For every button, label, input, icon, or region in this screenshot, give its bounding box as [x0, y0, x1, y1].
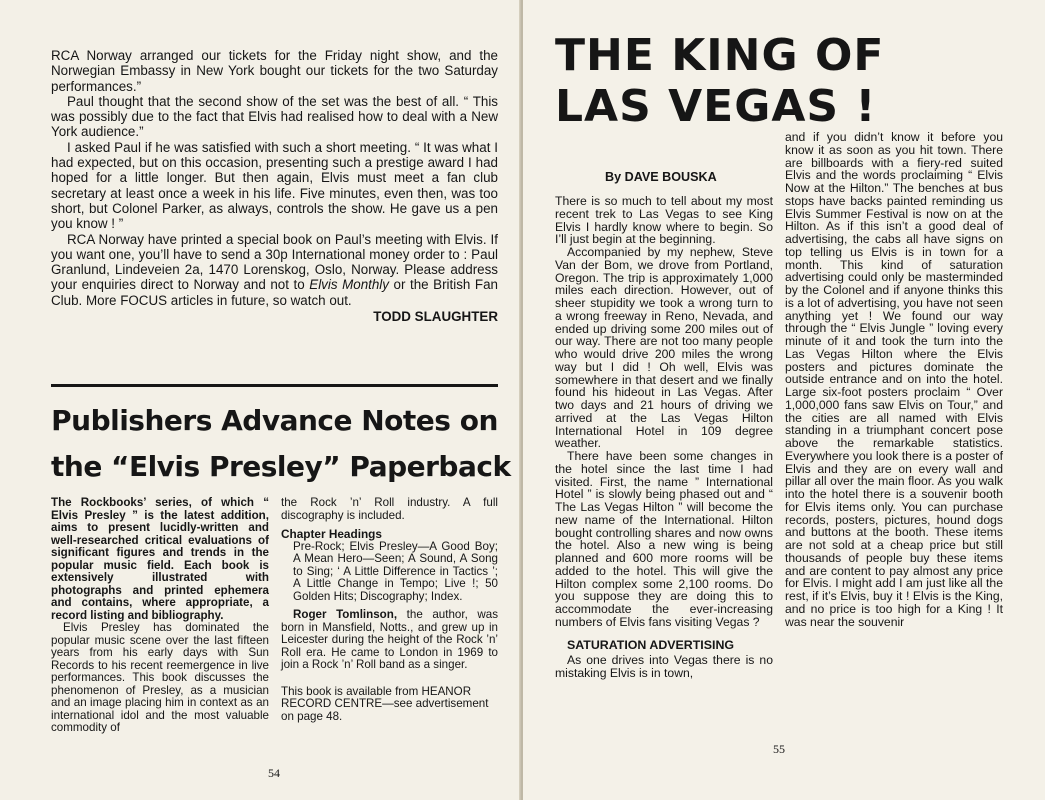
left-page	[0, 0, 521, 800]
paragraph	[51, 232, 498, 308]
author-byline: By DAVE BOUSKA	[605, 170, 717, 184]
subheading: SATURATION ADVERTISING	[567, 637, 735, 652]
paragraph: the Rock ’n’ Roll industry. A full discography is included.	[281, 496, 498, 522]
author-name: Roger Tomlinson,	[293, 608, 398, 621]
paragraph: RCA Norway arranged our tickets for the Friday night show, and the Norwegian Embassy in New York bought our tickets for the two Saturday performances.”	[51, 48, 498, 94]
chapter-list: Pre-Rock; Elvis Presley—A Good Boy; A Mean Hero—Seen; A Sound, A Song to Sing; ‘ A Little Difference in Tactics ’; A Little Change in Tempo; Live !; 50 Golden Hits; Discography; Index.	[293, 539, 498, 603]
paragraph-text: or the British Fan Club. More FOCUS articles in future, so watch out.	[51, 277, 499, 308]
author-bio-text: the author, was born in Mansfield, Notts., and grew up in Leicester during the height of the Rock ’n’ Roll era. He came to London in 1969 to join a Rock ’n’ Roll band as a singer.	[281, 608, 499, 671]
article-column-2	[785, 131, 1003, 628]
magazine-title: Elvis Monthly	[309, 277, 389, 293]
intro-paragraph: The Rockbooks’ series, of which “ Elvis Presley ” is the latest addition, aims to present lucidly-written and well-researched critical evaluations of significant figures and trends in the popular music field. Each book is extensively illustrated with photographs and printed ephemera and contains, where appropriate, a record listing and bibliography.	[51, 496, 269, 622]
article-title	[555, 30, 1035, 132]
right-page	[523, 0, 1045, 800]
chapter-headings-title: Chapter Headings	[281, 527, 382, 541]
author-bio	[281, 609, 498, 672]
paragraph: I asked Paul if he was satisfied with such a short meeting. “ It was what I had expected, but on this occasion, presenting such a prestige award I had hoped for a little longer. But then again, Elvis must meet a fan club secretary at least once a week in his life. Five minutes, even then, was too short, but Colonel Parker, as always, controls the show. He gave us a pen you know ! ”	[51, 139, 498, 232]
title-line-1: THE KING OF	[555, 30, 885, 81]
page-number: 54	[268, 766, 280, 780]
paragraph: There is so much to tell about my most recent trek to Las Vegas to see King Elvis I hardly know where to begin. So I’ll just begin at the beginning.	[555, 194, 773, 247]
focus-article-ending	[51, 48, 498, 324]
headline-line-1: Publishers Advance Notes on	[51, 404, 498, 437]
paragraph: and if you didn’t know it before you know it as soon as you hit town. There are billboards with a fiery-red suited Elvis and the words proclaiming “ Elvis Now at the Hilton.” The benches at bus stops have backs painted reminding us Elvis Summer Festival is now on at the Hilton. As if this isn’t a good deal of advertising, the cabs all have signs on top telling us Elvis is in town for a month. This kind of saturation advertising could only be masterminded by the Colonel and if anyone thinks this is a lot of advertising, you have not seen anything yet ! We found our way through the “ Elvis Jungle ” loving every minute of it and took the turn into the Las Vegas Hilton where the Elvis posters and pictures dominate the outside entrance and on into the hotel. Large six-foot posters proclaim “ Over 1,000,000 fans saw Elvis on Tour,” and the cities are all named with Elvis standing in a triumphant concert pose above the remarkable statistics. Everywhere you look there is a poster of Elvis and they are on every wall and pillar all over the main floor. As you walk into the hotel there is a souvenir booth for Elvis items only. You can purchase records, posters, pictures, hound dogs and buttons at the booth. These items are not sold at a cheap price but still thousands of people buy these items and are content to pay almost any price for Elvis. I might add I am just like all the rest, if it’s Elvis, buy it ! Elvis is the King, and no price is too high for a King ! It was near the souvenir	[785, 130, 1003, 629]
paragraph: Accompanied by my nephew, Steve Van der Bom, we drove from Portland, Oregon. The trip is approximately 1,000 miles each direction. However, out of sheer stupidity we took a wrong turn to a wrong freeway in Reno, Nevada, and ended up driving some 200 miles out of our way. There are not too many people who would drive 200 miles the wrong way but I did ! Oh well, Elvis was somewhere in that desert and we finally found his hideout in Las Vegas. After two days and 21 hours of driving we arrived at the Las Vegas Hilton International Hotel in 109 degree weather.	[555, 245, 773, 451]
page-number: 55	[773, 742, 785, 756]
section-divider	[51, 384, 498, 387]
article-column-1	[51, 497, 269, 735]
paragraph-text: RCA Norway have printed a special book on Paul’s meeting with Elvis. If you want one, you’ll have to send a 30p International money order to : Paul Granlund, Lindeveien 2a, 1470 Lorenskog, Oslo, Norway. Please address your enquiries direct to Norway and not to	[51, 231, 498, 293]
paragraph: Elvis Presley has dominated the popular music scene over the last fifteen years from his early days with Sun Records to his recent reemergence in live performances. This book discusses the phenomenon of Presley, as a musician and an image placing him in context as an international idol and the most valuable commodity of	[51, 621, 269, 734]
article-column-1	[555, 195, 773, 680]
headline-line-2: the “Elvis Presley” Paperback	[51, 450, 511, 483]
paragraph: There have been some changes in the hotel since the last time I had visited. First, the name ” International Hotel ” is slowly being phased out and “ The Las Vegas Hilton ” will become the new name of the International. Hilton bought controlling shares and now owns the hotel. Also a new wing is being planned and 600 more rooms will be added to the hotel. This will give the Hilton complex some 2,100 rooms. Do you suppose they are doing this to accommodate the ever-increasing numbers of Elvis fans visiting Vegas ?	[555, 449, 773, 629]
title-line-2: LAS VEGAS !	[555, 81, 877, 132]
article-column-2	[281, 497, 498, 723]
availability-note: This book is available from HEANOR RECORD CENTRE—see advertisement on page 48.	[281, 684, 489, 723]
paragraph: Paul thought that the second show of the set was the best of all. “ This was possibly due to the fact that Elvis had realised how to deal with a New York audience.”	[51, 93, 498, 140]
paragraph: As one drives into Vegas there is no mistaking Elvis is in town,	[555, 653, 773, 680]
author-byline: TODD SLAUGHTER	[373, 309, 498, 325]
